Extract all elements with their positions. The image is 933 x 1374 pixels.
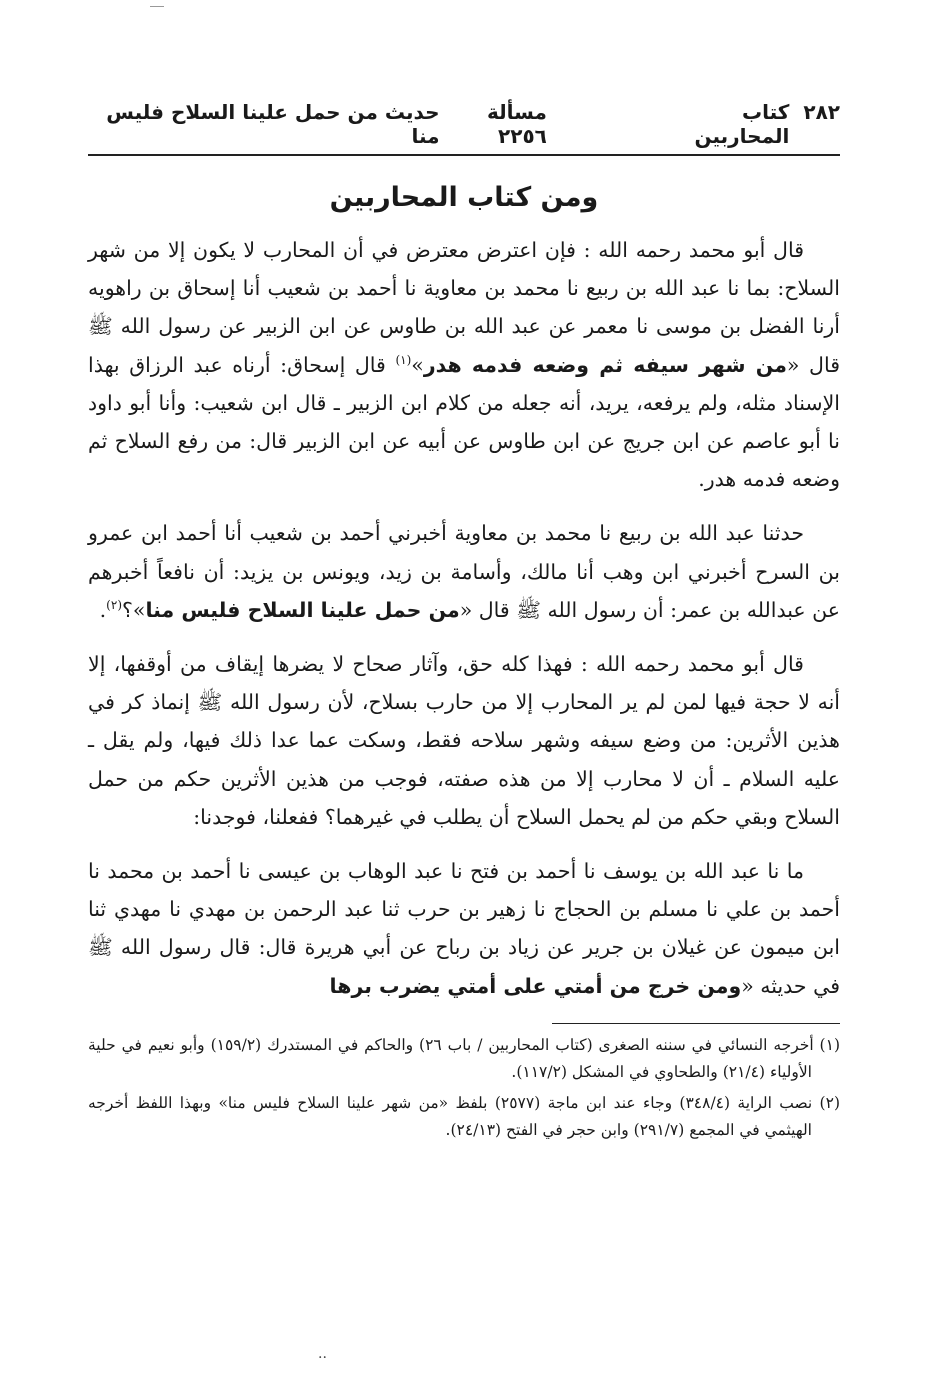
paragraph-4 [88, 852, 840, 1005]
text-run: ما نا عبد الله بن يوسف نا أحمد بن فتح نا عبد الوهاب بن عيسى نا أحمد بن محمد نا أحمد بن علي نا مسلم بن الحجاج نا زهير بن حرب ثنا عبد الرحمن بن مهدي نا مهدي ثنا ابن ميمون عن غيلان بن جرير عن زياد بن رباح عن أبي هريرة قال: قال رسول الله ﷺ في حديثه « [88, 859, 840, 998]
paragraph-2 [88, 514, 840, 629]
text-run: حدثنا عبد الله بن ربيع نا محمد بن معاوية أخبرني أحمد بن شعيب أنا أحمد ابن عمرو بن السرح أخبرني ابن وهب أنا مالك، وأسامة بن زيد، ويونس بن يزيد: أن نافعاً أخبرهم عن عبدالله بن عمر: أن رسول الله ﷺ قال « [88, 521, 840, 622]
hadith-text: ومن خرج من أمتي على أمتي يضرب برها [329, 973, 742, 998]
footnote-1: (١) أخرجه النسائي في سننه الصغرى (كتاب المحاربين / باب ٢٦) والحاكم في المستدرك (١٥٩/٢) وأبو نعيم في حلية الأولياء (٢١/٤) والطحاوي في المشكل (١١٧/٢). [88, 1035, 840, 1081]
chapter-title: ومن كتاب المحاربين [329, 182, 599, 213]
page-number: ٢٨٢ [803, 100, 840, 124]
paragraph-3: قال أبو محمد رحمه الله : فهذا كله حق، وآثار صحاح لا يضرها إيقاف من أوقفها، إلا أنه لا حجة فيها لمن لم ير المحارب إلا من حارب بسلاح، لأن رسول الله ﷺ إنماذ كر في هذين الأثرين: من وضع سيفه وشهر سلاحه فقط، وسكت عما عدا ذلك فيها، ولم يقل ـ عليه السلام ـ أن لا محارب إلا من هذه صفته، فوجب من هذين الأثرين حكم من حمل السلاح وبقي حكم من لم يحمل السلاح أن يطلب في غيرهما؟ ففعلنا، فوجدنا: [88, 652, 840, 829]
scan-mark [150, 6, 164, 7]
footnote-ref[interactable]: (٢) [106, 598, 122, 612]
text-run: قال إسحاق: أرناه عبد الرزاق بهذا الإسناد مثله، ولم يرفعه، يريد، أنه جعله من كلام ابن الزبير ـ قال ابن شعيب: وأنا أبو داود نا أبو عاصم عن ابن جريج عن ابن طاوس عن أبيه عن ابن الزبير قال: من رفع السلاح ثم وضعه فدمه هدر. [88, 352, 840, 492]
running-header [88, 100, 840, 156]
footnotes [88, 1032, 840, 1144]
book-title: كتاب المحاربين [694, 100, 790, 148]
header-right [440, 100, 841, 148]
text-run: »؟ [122, 597, 146, 622]
paragraph-1 [88, 231, 840, 498]
text-run: . [99, 597, 107, 622]
text-run: » [411, 352, 424, 377]
text-run: قال أبو محمد رحمه الله : فإن اعترض معترض في أن المحارب لا يكون إلا من شهر السلاح: بما نا عبد الله بن ربيع نا محمد بن معاوية نا أحمد بن شعيب أنا إسحاق بن راهويه أرنا الفضل بن موسى نا معمر عن عبد الله بن طاوس عن ابن الزبير عن رسول الله ﷺ قال « [88, 238, 840, 377]
issue-number: مسألة ٢٢٥٦ [486, 100, 547, 148]
footnote-2: (٢) نصب الراية (٣٤٨/٤) وجاء عند ابن ماجة (٢٥٧٧) بلفظ «من شهر علينا السلاح فليس منا» وبهذا اللفظ أخرجه الهيثمي في المجمع (٢٩١/٧) وابن حجر في الفتح (٢٤/١٣). [88, 1093, 840, 1139]
topic-title: حديث من حمل علينا السلاح فليس منا [106, 100, 440, 148]
hadith-text: من حمل علينا السلاح فليس منا [145, 597, 460, 622]
bottom-mark: .. [318, 1346, 327, 1362]
hadith-text: من شهر سيفه ثم وضعه فدمه هدر [423, 352, 787, 377]
footnote-divider [552, 1023, 840, 1024]
page [88, 100, 840, 1148]
footnote-ref[interactable]: (١) [395, 352, 412, 367]
